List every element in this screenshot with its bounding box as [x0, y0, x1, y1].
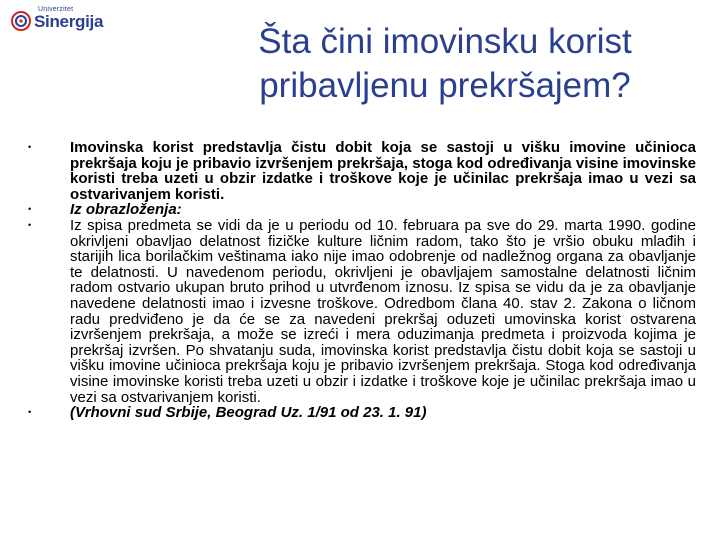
bullet-icon: • [28, 219, 32, 230]
list-item [20, 218, 696, 405]
sinergija-logo-mark-icon [10, 10, 32, 32]
item-text: Iz spisa predmeta se vidi da je u periodu od 10. februara pa sve do 29. marta 1990. godine okrivljeni obavljao delatnost fizičke kulture ličnim radom, tako što je vršio obuku mlađih i starijih lica borilačkim veštinama iako nije imao odobrenje od nadležnog organa za obavljanje te delatnosti. U navedenom periodu, okrivljeni je obavljajem samostalne delatnosti ličnim radom ostvario ukupan bruto prihod u utvrđenom iznosu. Iz spisa se vidu da je za obavljanje navedene delatnosti imao i izvesne troškove. Odredbom člana 40. stav 2. Zakona o ličnom radu predviđeno je da će se za navedeni prekršaj oduzeti umovinska korist ostvarena izvršenjem prekršaja, a može se izreći i mera oduzimanja predmeta i proizvoda kojima je prekršaj izvršen. Po shvatanju suda, imovinska korist predstavlja čistu dobit koja se sastoji u višku imovine učinioca prekršaja koju je pribavio izvršenjem prekršaja. Stoga kod određivanja visine imovinske koristi treba uzeti u obzir i izdatke i troškove koje je učinilac prekršaja imao u vezi sa ostvarivanjem koristi. [70, 216, 696, 406]
list-item [20, 202, 696, 218]
item-text: Imovinska korist predstavlja čistu dobit koja se sastoji u višku imovine učinioca prekršaja koju je pribavio izvršenjem prekršaja, stoga kod određivanja visine imovinske koristi treba uzeti u obzir izdatke i troškove koje je učinilac prekršaja imao u vezi sa ostvarivanjem koristi. [70, 139, 696, 203]
item-text: (Vrhovni sud Srbije, Beograd Uz. 1/91 od 23. 1. 91) [70, 404, 427, 422]
university-logo [8, 4, 104, 34]
bullet-list [20, 140, 696, 421]
item-text: Iz obrazloženja: [70, 201, 182, 219]
logo-main-text: Sinergija [34, 12, 104, 31]
title-line-1: Šta čini imovinsku korist [258, 22, 632, 61]
bullet-icon: • [28, 204, 32, 215]
bullet-icon: • [28, 142, 32, 152]
title-line-2: pribavljenu prekršajem? [259, 66, 631, 105]
list-item [20, 405, 696, 421]
list-item [20, 140, 696, 202]
logo-small-text: Univerzitet [38, 6, 74, 13]
bullet-icon: • [28, 407, 32, 418]
slide-title [190, 20, 700, 108]
